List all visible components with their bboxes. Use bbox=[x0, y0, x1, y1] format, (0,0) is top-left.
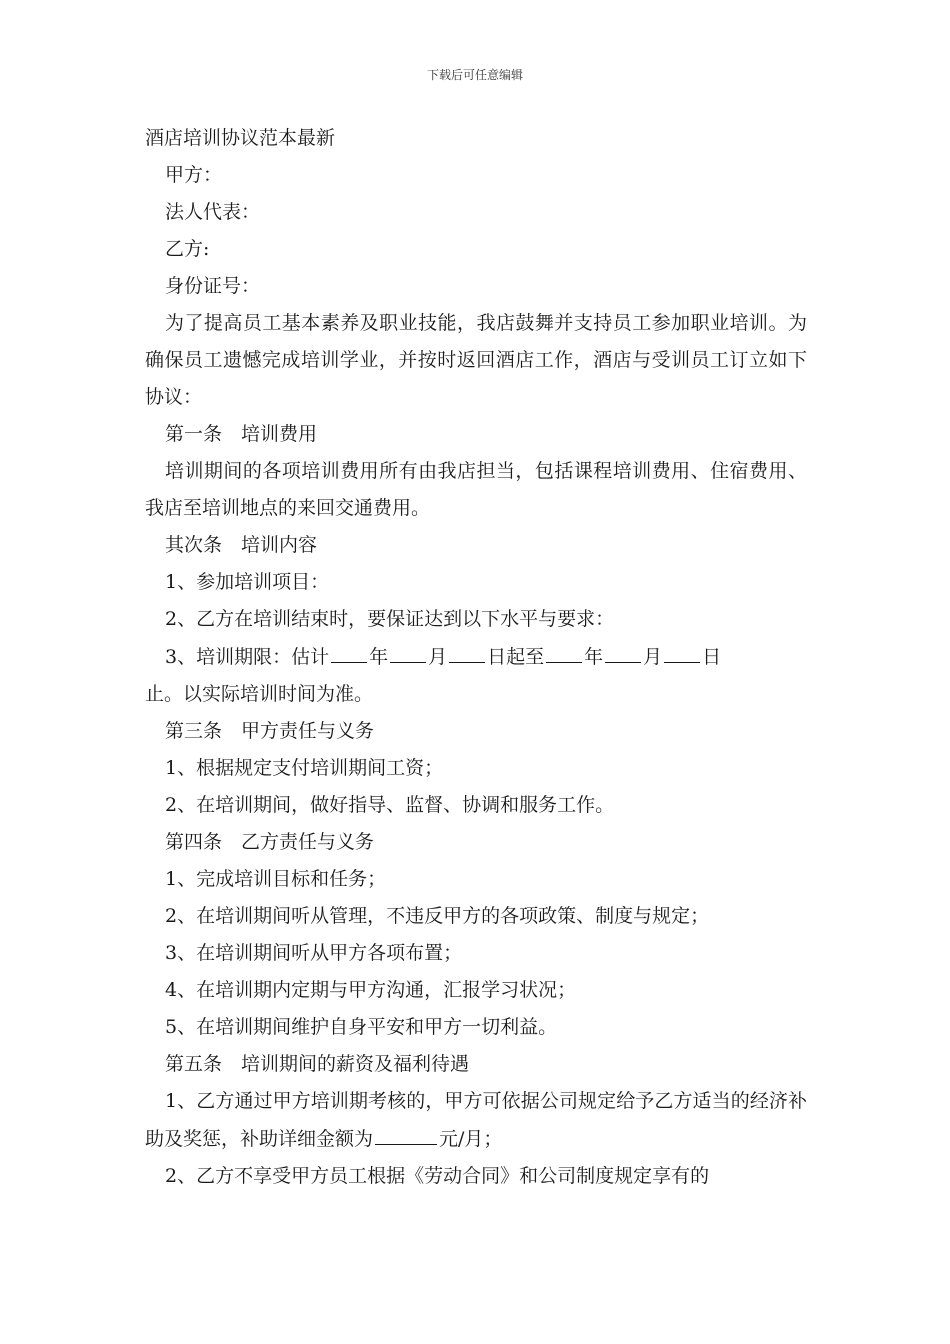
article-2-item-3 bbox=[145, 638, 807, 676]
party-a-label: 甲方： bbox=[165, 164, 223, 186]
party-b-label: 乙方: bbox=[165, 238, 210, 260]
blank-start-year bbox=[331, 638, 367, 663]
article-2-item-1: 1、参加培训项目： bbox=[165, 571, 330, 593]
article-3-item-1: 1、根据规定支付培训期间工资； bbox=[165, 757, 444, 779]
article-2-title: 其次条 培训内容 bbox=[165, 534, 318, 556]
article-5-item-1 bbox=[145, 1083, 807, 1158]
intro-paragraph: 为了提高员工基本素养及职业技能，我店鼓舞并支持员工参加职业培训。为确保员工遗憾完成培训学业，并按时返回酒店工作，酒店与受训员工订立如下协议： bbox=[145, 312, 807, 408]
article-2-item-2: 2、乙方在培训结束时，要保证达到以下水平与要求： bbox=[165, 608, 615, 630]
blank-end-month bbox=[605, 638, 641, 663]
term-year-2: 年 bbox=[584, 646, 604, 668]
blank-start-month bbox=[390, 638, 426, 663]
article-1-title: 第一条 培训费用 bbox=[165, 423, 318, 445]
term-prefix: 3、培训期限：估计 bbox=[165, 646, 330, 668]
article-4-item-4: 4、在培训期内定期与甲方沟通，汇报学习状况； bbox=[165, 979, 577, 1001]
article-3-title: 第三条 甲方责任与义务 bbox=[165, 720, 375, 742]
article-4-item-5: 5、在培训期间维护自身平安和甲方一切利益。 bbox=[165, 1016, 558, 1038]
article-1-body: 培训期间的各项培训费用所有由我店担当，包括课程培训费用、住宿费用、我店至培训地点的来回交通费用。 bbox=[145, 460, 807, 519]
term-month-1: 月 bbox=[428, 646, 448, 668]
document-title: 酒店培训协议范本最新 bbox=[145, 127, 336, 149]
term-day-to: 日起至 bbox=[487, 646, 545, 668]
blank-start-day bbox=[449, 638, 485, 663]
term-day-end: 日 bbox=[702, 646, 722, 668]
id-number-label: 身份证号： bbox=[165, 275, 261, 297]
term-month-2: 月 bbox=[643, 646, 663, 668]
blank-end-year bbox=[546, 638, 582, 663]
legal-representative-label: 法人代表： bbox=[165, 201, 261, 223]
article-4-title: 第四条 乙方责任与义务 bbox=[165, 831, 375, 853]
document-body bbox=[145, 120, 807, 1195]
term-year-1: 年 bbox=[369, 646, 389, 668]
page-header: 下载后可任意编辑 bbox=[426, 68, 523, 82]
article-5-title: 第五条 培训期间的薪资及福利待遇 bbox=[165, 1053, 470, 1075]
allowance-text: 1、乙方通过甲方培训期考核的，甲方可依据公司规定给予乙方适当的经济补助及奖惩，补助详细金额为 bbox=[145, 1090, 807, 1150]
article-4-item-3: 3、在培训期间听从甲方各项布置； bbox=[165, 942, 463, 964]
article-2-item-3-cont: 止。以实际培训时间为准。 bbox=[145, 683, 374, 705]
allowance-unit: 元/月； bbox=[439, 1128, 503, 1150]
article-5-item-2: 2、乙方不享受甲方员工根据《劳动合同》和公司制度规定享有的 bbox=[165, 1165, 710, 1187]
article-4-item-2: 2、在培训期间听从管理，不违反甲方的各项政策、制度与规定； bbox=[165, 905, 710, 927]
blank-end-day bbox=[664, 638, 700, 663]
article-3-item-2: 2、在培训期间，做好指导、监督、协调和服务工作。 bbox=[165, 794, 615, 816]
blank-allowance-amount bbox=[375, 1120, 437, 1145]
article-4-item-1: 1、完成培训目标和任务； bbox=[165, 868, 387, 890]
